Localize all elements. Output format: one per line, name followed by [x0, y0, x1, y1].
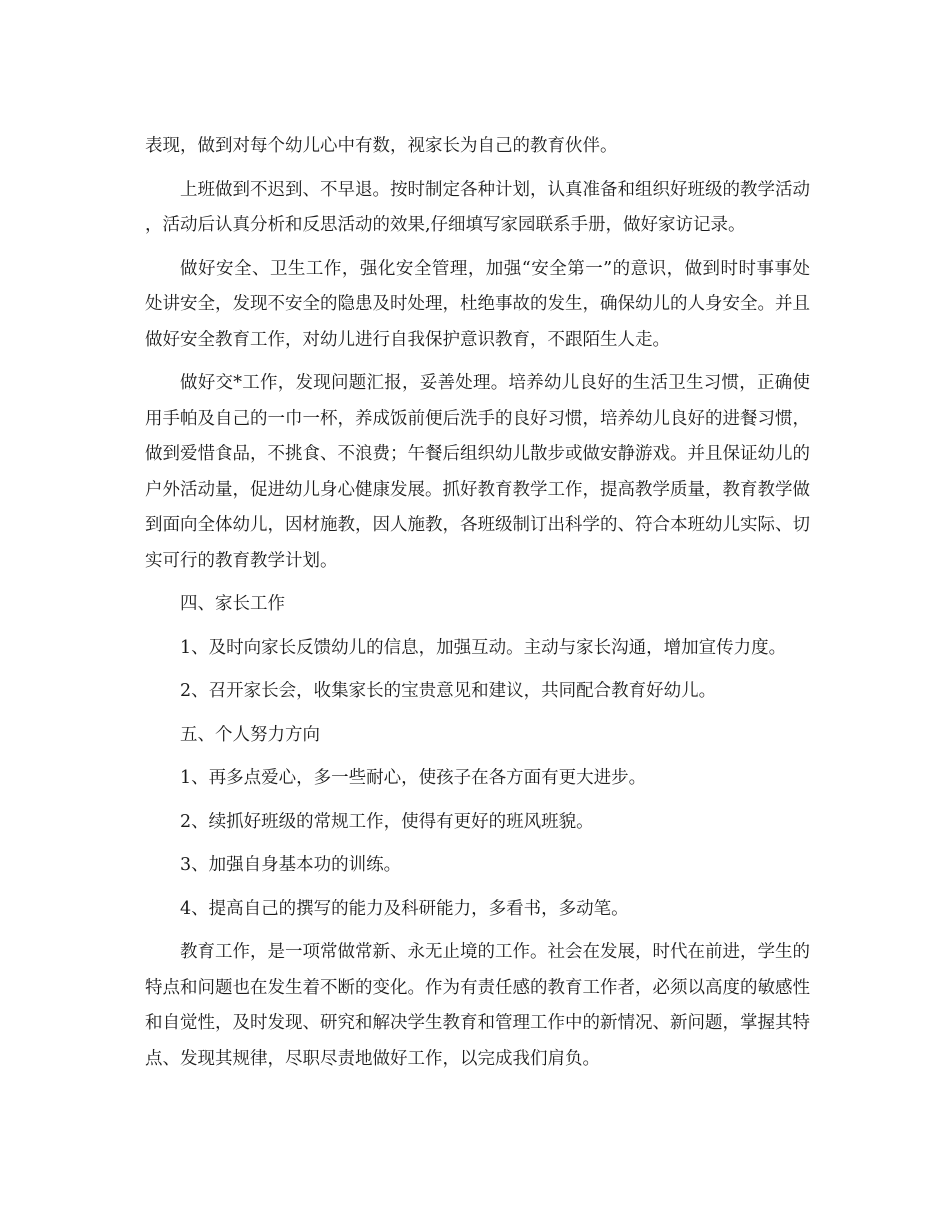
paragraph-conclusion: 教育工作，是一项常做常新、永无止境的工作。社会在发展，时代在前进，学生的特点和问题也在发生着不断的变化。作为有责任感的教育工作者，必须以高度的敏感性和自觉性，及时发现、研究和解决学生教育和管理工作中的新情况、新问题，掌握其特点、发现其规律，尽职尽责地做好工作，以完成我们肩负。 — [145, 942, 810, 1069]
list-item-personal-4: 4、提高自己的撰写的能力及科研能力，多看书，多动笔。 — [180, 898, 629, 919]
document-page — [145, 129, 810, 1085]
section-heading-personal-direction: 五、个人努力方向 — [180, 724, 320, 745]
list-item-parent-1: 1、及时向家长反馈幼儿的信息，加强互动。主动与家长沟通，增加宣传力度。 — [180, 637, 787, 658]
paragraph-work-schedule: 上班做到不迟到、不早退。按时制定各种计划，认真准备和组织好班级的教学活动，活动后认真分析和反思活动的效果,仔细填写家园联系手册，做好家访记录。 — [145, 179, 810, 235]
section-heading-parent-work: 四、家长工作 — [180, 594, 285, 614]
paragraph-safety: 做好安全、卫生工作，强化安全管理，加强“安全第一”的意识，做到时时事事处处讲安全，发现不安全的隐患及时处理，杜绝事故的发生，确保幼儿的人身安全。并且做好安全教育工作，对幼儿进行自我保护意识教育，不跟陌生人走。 — [145, 258, 810, 350]
list-item-personal-3: 3、加强自身基本功的训练。 — [180, 855, 402, 875]
paragraph-hygiene-teaching: 做好交*工作，发现问题汇报，妥善处理。培养幼儿良好的生活卫生习惯，正确使用手帕及自己的一巾一杯，养成饭前便后洗手的良好习惯，培养幼儿良好的进餐习惯，做到爱惜食品，不挑食、不浪费；午餐后组织幼儿散步或做安静游戏。并且保证幼儿的户外活动量，促进幼儿身心健康发展。抓好教育教学工作，提高教学质量，教育教学做到面向全体幼儿，因材施教，因人施教，各班级制订出科学的、符合本班幼儿实际、切实可行的教育教学计划。 — [145, 373, 810, 571]
list-item-parent-2: 2、召开家长会，收集家长的宝贵意见和建议，共同配合教育好幼儿。 — [180, 681, 717, 701]
list-item-personal-1: 1、再多点爱心，多一些耐心，使孩子在各方面有更大进步。 — [180, 768, 647, 788]
list-item-personal-2: 2、续抓好班级的常规工作，使得有更好的班风班貌。 — [180, 811, 594, 832]
paragraph-continuation: 表现，做到对每个幼儿心中有数，视家长为自己的教育伙伴。 — [145, 136, 618, 156]
